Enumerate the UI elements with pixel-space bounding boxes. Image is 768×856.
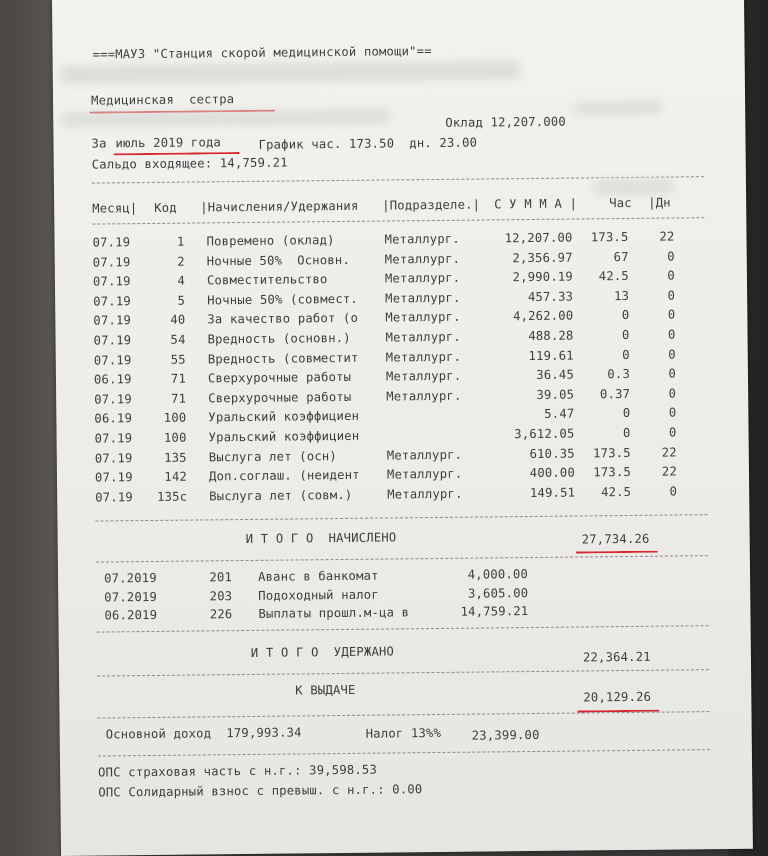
- main-income: Основной доход 179,993.34: [105, 725, 302, 742]
- row-days: 22: [661, 445, 677, 460]
- row-month: 07.19: [92, 235, 131, 250]
- row-item: Уральский коэффициен: [208, 409, 360, 425]
- row-amount: 149.51: [529, 485, 576, 500]
- deduction-item: Выплаты прошл.м-ца в: [258, 605, 410, 621]
- row-days: 0: [667, 268, 675, 283]
- row-days: 22: [661, 464, 678, 479]
- deduction-item: Подоходный налог: [258, 587, 379, 603]
- ops-solidarity: ОПС Солидарный взнос с превыш. с н.г.: 0.00: [98, 782, 423, 800]
- row-department: Металлург.: [385, 368, 462, 384]
- row-days: 0: [667, 249, 675, 264]
- row-days: 0: [667, 288, 676, 303]
- payout-value: 20,129.26: [583, 689, 652, 705]
- row-month: 07.19: [94, 391, 132, 407]
- row-hours: 0: [622, 406, 631, 421]
- row-code: 71: [170, 371, 187, 386]
- row-days: 0: [668, 405, 677, 420]
- deduction-amount: 14,759.21: [460, 604, 529, 619]
- row-hours: 0: [621, 327, 630, 343]
- opening-balance: Сальдо входящее: 14,759.21: [91, 155, 288, 172]
- row-days: 22: [659, 229, 675, 244]
- payout-label: К ВЫДАЧЕ: [295, 682, 356, 698]
- row-item: Повремено (оклад): [206, 233, 335, 249]
- row-department: Металлург.: [386, 466, 463, 482]
- row-month: 06.19: [93, 372, 132, 387]
- row-department: Металлург.: [385, 290, 461, 306]
- row-month: 07.19: [92, 274, 131, 289]
- row-item: Ночные 50% (совмест.: [207, 291, 358, 308]
- row-code: 2: [177, 254, 185, 269]
- row-item: Доп.соглаш. (неидент: [208, 467, 360, 484]
- row-code: 135: [164, 450, 187, 465]
- row-amount: 12,207.00: [504, 230, 573, 246]
- row-hours: 0: [622, 347, 630, 362]
- ops-insurance: ОПС страховая часть с н.г.: 39,598.53: [98, 762, 378, 780]
- deduction-month: 07.2019: [104, 589, 158, 604]
- row-item: Уральский коэффициен: [208, 428, 360, 445]
- row-hours: 0: [622, 425, 631, 441]
- row-hours: 0.3: [607, 367, 631, 382]
- col-days: |Дн: [648, 195, 671, 210]
- row-code: 135с: [156, 489, 188, 504]
- payslip-paper: [52, 0, 753, 856]
- row-hours: 173.5: [590, 229, 629, 245]
- row-item: Выслуга лет (совм.): [209, 487, 353, 504]
- row-code: 142: [164, 469, 188, 485]
- row-item: Совместительство: [206, 272, 328, 288]
- row-month: 06.19: [94, 411, 133, 426]
- row-department: Металлург.: [384, 270, 461, 286]
- divider: [95, 514, 707, 521]
- deduction-amount: 3,605.00: [467, 585, 529, 601]
- period-prefix: За: [91, 136, 107, 151]
- row-department: Металлург.: [386, 447, 463, 463]
- deduction-code: 203: [209, 588, 233, 603]
- row-hours: 173.5: [593, 465, 632, 480]
- divider: [97, 625, 709, 632]
- redacted-name: [61, 61, 521, 84]
- desk-background-left: [0, 0, 60, 856]
- row-hours: 0.37: [599, 386, 631, 402]
- row-hours: 0: [621, 308, 630, 323]
- row-item: Выслуга лет (осн): [208, 448, 338, 464]
- row-department: Металлург.: [385, 329, 461, 345]
- row-days: 0: [667, 307, 676, 322]
- row-amount: 2,990.19: [512, 269, 573, 285]
- row-hours: 42.5: [600, 484, 632, 500]
- row-month: 07.19: [93, 333, 132, 348]
- row-hours: 173.5: [593, 445, 631, 460]
- row-code: 100: [163, 430, 187, 445]
- row-code: 40: [170, 313, 186, 328]
- row-amount: 119.61: [528, 348, 574, 363]
- row-department: Металлург.: [384, 231, 460, 247]
- row-code: 5: [177, 293, 186, 308]
- red-underline-period: [114, 152, 240, 155]
- deduction-month: 07.2019: [103, 570, 157, 586]
- row-amount: 488.28: [528, 328, 574, 344]
- row-code: 71: [171, 391, 187, 406]
- divider: [97, 669, 709, 676]
- deduction-code: 201: [209, 570, 233, 585]
- row-hours: 13: [613, 288, 630, 303]
- redacted-fragment: [573, 102, 663, 115]
- deduction-amount: 4,000.00: [467, 567, 529, 582]
- row-code: 100: [163, 411, 187, 426]
- redacted-line: [61, 109, 391, 126]
- row-amount: 5.47: [544, 406, 575, 422]
- row-amount: 39.05: [536, 387, 575, 402]
- row-code: 55: [170, 352, 186, 367]
- row-hours: 67: [613, 249, 629, 264]
- total-accrued-value: 27,734.26: [581, 531, 650, 547]
- total-accrued-label: И Т О Г О НАЧИСЛЕНО: [245, 530, 397, 547]
- row-department: Металлург.: [385, 310, 461, 325]
- total-withheld-value: 22,364.21: [582, 649, 651, 665]
- row-item: Сверхурочные работы: [207, 370, 352, 386]
- col-month: Месяц|: [92, 201, 138, 216]
- row-item: За качество работ (о: [207, 311, 359, 327]
- row-department: Металлург.: [386, 388, 462, 404]
- row-days: 0: [668, 425, 677, 440]
- row-department: Металлург.: [384, 251, 461, 267]
- red-underline-accrued: [576, 551, 658, 554]
- divider: [98, 711, 710, 718]
- row-code: 4: [177, 273, 186, 288]
- row-hours: 42.5: [598, 269, 629, 284]
- col-department: |Подразделе.|: [382, 197, 481, 213]
- row-item: Ночные 50% Основн.: [206, 252, 351, 268]
- row-amount: 4,262.00: [512, 308, 574, 324]
- row-amount: 3,612.05: [514, 426, 575, 442]
- row-month: 07.19: [94, 431, 133, 446]
- row-days: 0: [667, 327, 676, 342]
- row-days: 0: [669, 484, 678, 499]
- row-amount: 2,356.97: [512, 250, 573, 265]
- row-month: 07.19: [94, 450, 133, 466]
- row-month: 07.19: [95, 489, 133, 505]
- row-amount: 457.33: [527, 289, 574, 304]
- row-month: 07.19: [94, 470, 133, 485]
- row-days: 0: [668, 386, 677, 401]
- row-month: 07.19: [93, 352, 132, 368]
- row-item: Вредность (совместит: [207, 350, 359, 366]
- row-item: Сверхурочные работы: [208, 389, 352, 406]
- row-item: Вредность (основн.): [207, 330, 351, 347]
- row-days: 0: [668, 347, 676, 362]
- deduction-code: 226: [209, 607, 233, 622]
- row-department: Металлург.: [385, 349, 462, 365]
- divider: [98, 749, 710, 756]
- col-hours: Час: [609, 195, 632, 211]
- work-schedule: График час. 173.50 дн. 23.00: [258, 135, 478, 152]
- base-salary: Оклад 12,207.000: [445, 114, 566, 130]
- redacted-header-fragment: [594, 179, 674, 194]
- period: июль 2019 года: [115, 135, 222, 151]
- position-title: Медицинская сестра: [90, 92, 235, 108]
- row-amount: 400.00: [529, 465, 576, 481]
- row-amount: 610.35: [529, 446, 575, 461]
- col-item: |Начисления/Удержания: [200, 198, 359, 215]
- col-amount: С У М М А |: [494, 196, 578, 212]
- row-month: 07.19: [93, 293, 131, 309]
- row-days: 0: [668, 366, 677, 381]
- tax-value: 23,399.00: [471, 727, 540, 743]
- row-amount: 36.45: [536, 367, 575, 383]
- row-month: 07.19: [92, 254, 131, 270]
- tax-label: Налог 13%%: [365, 725, 442, 741]
- row-department: Металлург.: [387, 486, 463, 502]
- row-code: 1: [176, 234, 185, 249]
- deduction-item: Аванс в банкомат: [257, 568, 379, 584]
- row-month: 07.19: [93, 313, 132, 328]
- row-code: 54: [170, 332, 186, 347]
- deduction-month: 06.2019: [104, 607, 158, 623]
- col-code: Код: [154, 200, 177, 215]
- org-name: ===МАУЗ "Станция скорой медицинской помощи"==: [92, 44, 432, 62]
- table-header: [54, 195, 746, 220]
- total-withheld-label: И Т О Г О УДЕРЖАНО: [250, 644, 395, 660]
- divider: [96, 555, 708, 562]
